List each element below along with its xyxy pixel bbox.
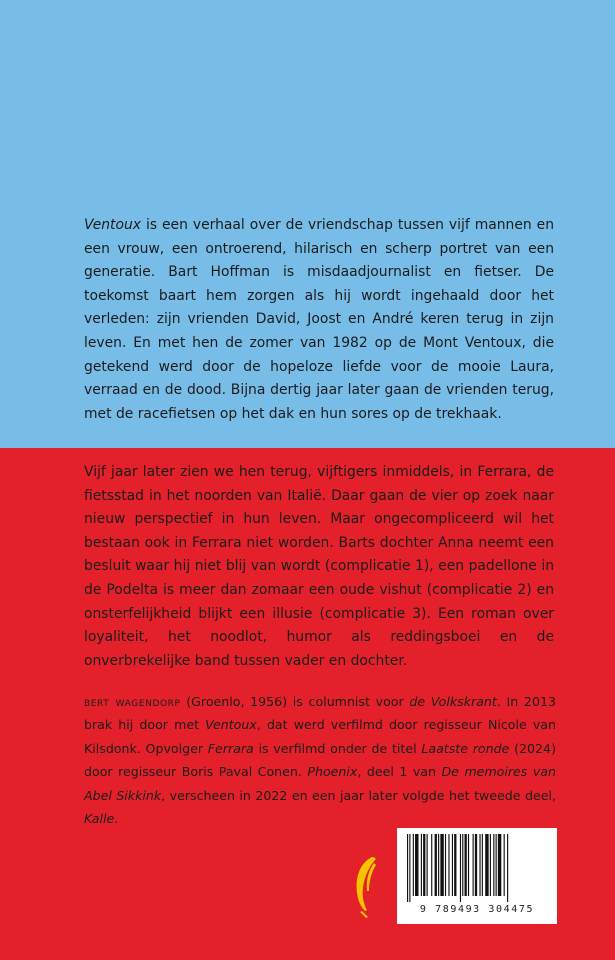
barcode-bar bbox=[421, 834, 422, 896]
blurb-paragraph-ventoux bbox=[84, 214, 554, 426]
blurb-text-ventoux: is een verhaal over de vriendschap tussen vijf mannen en een vrouw, een ontroerend, hilarisch en scherp portret van een generatie. Bart Hoffman is misdaadjournalist en fietser. De toekomst baart hem zorgen als hij wordt ingehaald door het verleden: zijn vrienden David, Joost en André keren terug in zijn leven. En met hen de zomer van 1982 op de Mont Ventoux, die getekend werd door de hopeloze liefde voor de mooie Laura, verraad en de dood. Bijna dertig jaar later gaan de vrienden terug, met de racefietsen op het dak en hun sores op de trekhaak. bbox=[84, 217, 554, 422]
barcode-bar bbox=[498, 834, 501, 896]
isbn-number: 9 789493 304475 bbox=[419, 904, 535, 915]
barcode-bar bbox=[431, 834, 432, 896]
barcode-bar bbox=[438, 834, 439, 896]
barcode-bar bbox=[448, 834, 449, 896]
barcode-bar bbox=[407, 834, 408, 902]
barcode-bar bbox=[468, 834, 469, 896]
barcode-bar bbox=[445, 834, 446, 896]
barcode-bar bbox=[482, 834, 483, 896]
barcode-bar bbox=[496, 834, 497, 896]
barcode-bar bbox=[465, 834, 467, 896]
barcode-bar bbox=[485, 834, 488, 896]
barcode-bar bbox=[415, 834, 418, 896]
barcode-bar bbox=[493, 834, 494, 896]
isbn-barcode bbox=[397, 828, 557, 924]
quill-logo-icon bbox=[350, 855, 384, 919]
barcode-bar bbox=[490, 834, 491, 896]
barcode-bar bbox=[423, 834, 425, 896]
barcode-bar bbox=[452, 834, 453, 896]
title-ventoux: Ventoux bbox=[84, 217, 142, 233]
barcode-bar bbox=[507, 834, 508, 902]
author-name: bert wagendorp bbox=[84, 694, 181, 709]
author-bio: bert wagendorp (Groenlo, 1956) is columnist voor de Volkskrant. In 2013 brak hij door met Ventoux, dat werd verfilmd door regisseur Nicole van Kilsdonk. Opvolger Ferrara is verfilmd onder de titel Laatste ronde (2024) door regisseur Boris Paval Conen. Phoenix, deel 1 van De memoires van Abel Sikkink, verscheen in 2022 en een jaar later volgde het tweede deel, Kalle. bbox=[84, 694, 557, 827]
barcode-bar bbox=[454, 834, 456, 896]
barcode-bar bbox=[440, 834, 443, 896]
barcode-bar bbox=[409, 834, 410, 902]
barcode-bar bbox=[413, 834, 414, 896]
barcode-bars bbox=[401, 834, 553, 902]
barcode-bar bbox=[473, 834, 474, 896]
blurb-paragraph-ferrara bbox=[84, 461, 554, 673]
barcode-bar bbox=[460, 834, 461, 902]
barcode-bar bbox=[435, 834, 437, 896]
barcode-bar bbox=[427, 834, 428, 896]
barcode-bar bbox=[475, 834, 477, 896]
blurb-text-ferrara: Vijf jaar later zien we hen terug, vijftigers inmiddels, in Ferrara, de fietsstad in het noorden van Italië. Daar gaan de vier op zoek naar nieuw perspectief in hun leven. Maar ongecompliceerd wil het bestaan ook in Ferrara niet worden. Barts dochter Anna neemt een besluit waar hij niet blij van wordt (complicatie 1), een padellone in de Podelta is meer dan zomaar een oude vishut (complicatie 2) en onsterfelijkheid blijkt een illusie (complicatie 3). Een roman over loyaliteit, het noodlot, humor als reddingsboei en de onverbrekelijke band tussen vader en dochter. bbox=[84, 464, 554, 669]
barcode-bar bbox=[462, 834, 463, 896]
barcode-bar bbox=[504, 834, 505, 896]
barcode-bar bbox=[479, 834, 480, 896]
